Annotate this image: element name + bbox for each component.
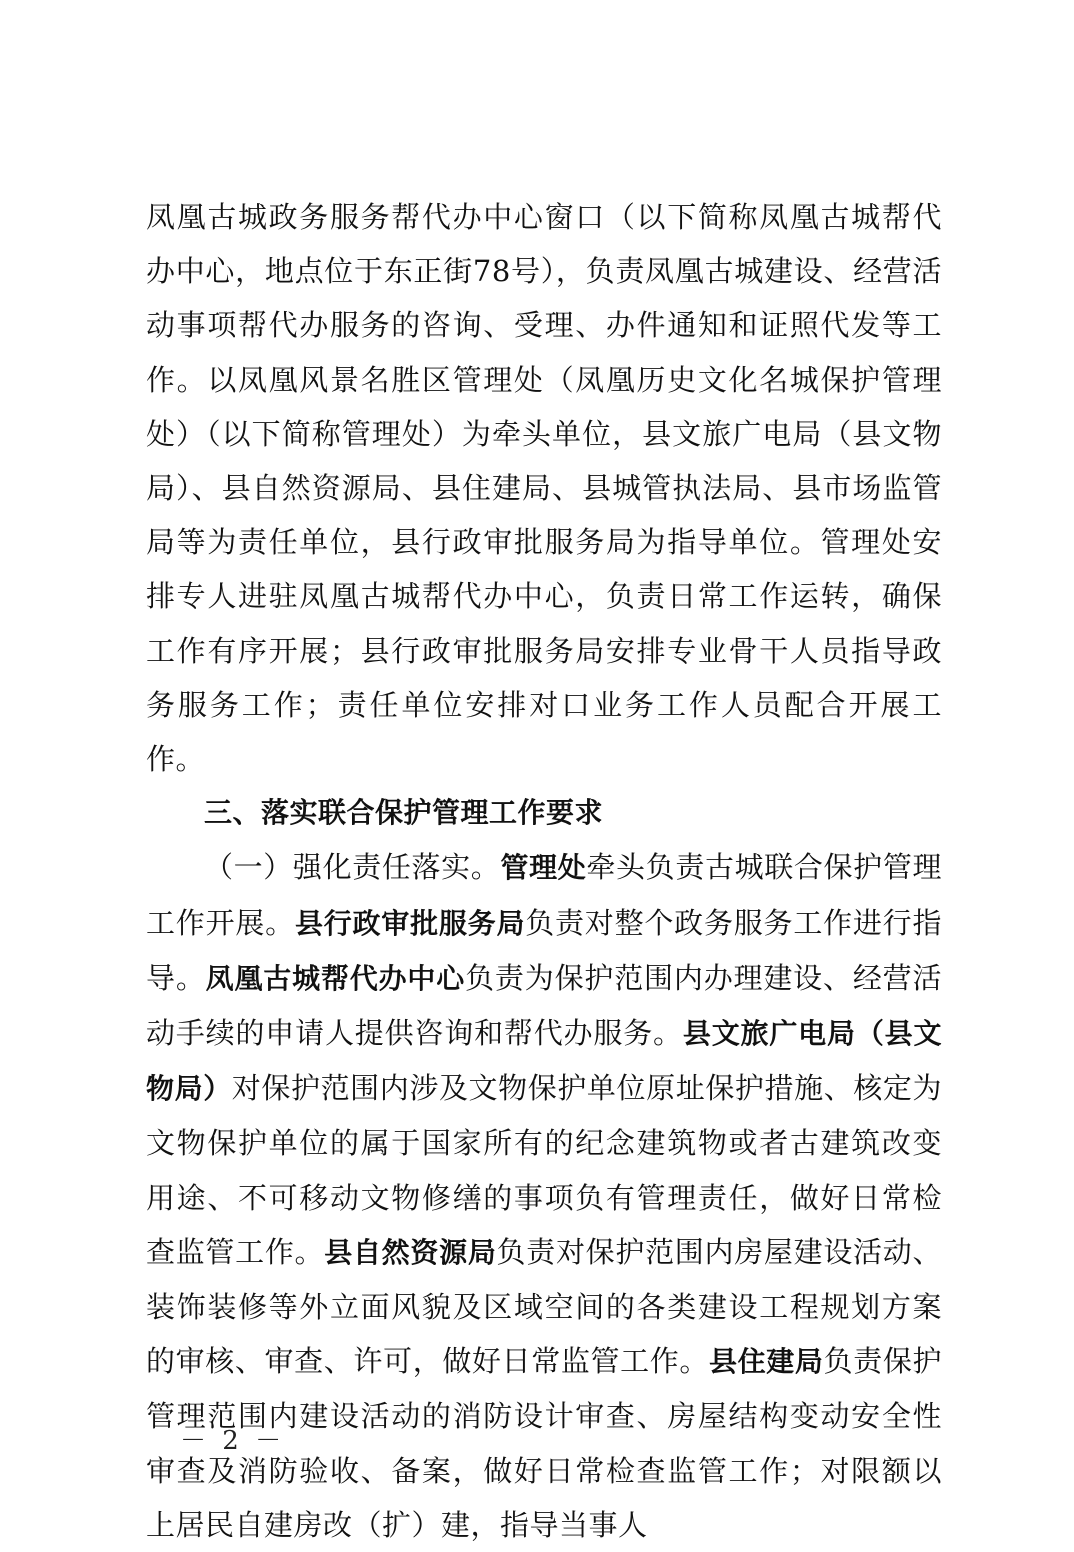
- bold-agency-name: 县行政审批服务局: [294, 906, 526, 940]
- section-heading: 三、落实联合保护管理工作要求: [204, 796, 604, 830]
- bold-agency-name: 县文旅广电局（县文物局）: [146, 1017, 942, 1106]
- document-body: [146, 190, 942, 1552]
- paragraph-text: 对保护范围内涉及文物保护单位原址保护措施、核定为文物保护单位的属于国家所有的纪念建筑物或者古建筑改变用途、不可移动文物修缮的事项负有管理责任，做好日常检查监管工作。: [146, 1071, 942, 1269]
- paragraph-text: （一）强化责任落实。: [204, 850, 501, 885]
- paragraph-text: 负责对保护范围内房屋建设活动、装饰装修等外立面风貌及区域空间的各类建设工程规划方案的审核、审查、许可，做好日常监管工作。: [146, 1234, 942, 1379]
- bold-agency-name: 凤凰古城帮代办中心: [205, 961, 466, 995]
- bold-agency-name: 县住建局: [709, 1345, 824, 1379]
- paragraph-text: 牵头负责古城联合保护管理工作开展。: [146, 850, 942, 940]
- page-number: － 2 －: [180, 1426, 286, 1456]
- paragraph-text: 负责对整个政务服务工作进行指导。: [146, 905, 942, 995]
- bold-agency-name: 管理处: [500, 851, 587, 885]
- body-paragraph: 凤凰古城政务服务帮代办中心窗口（以下简称凤凰古城帮代办中心，地点位于东正街78号），负责凤凰古城建设、经营活动事项帮代办服务的咨询、受理、办件通知和证照代发等工作。以凤凰风景名胜区管理处（凤凰历史文化名城保护管理处）（以下简称管理处）为牵头单位，县文旅广电局（县文物局）、县自然资源局、县住建局、县城管执法局、县市场监管局等为责任单位，县行政审批服务局为指导单位。管理处安排专人进驻凤凰古城帮代办中心，负责日常工作运转，确保工作有序开展；县行政审批服务局安排专业骨干人员指导政务服务工作；责任单位安排对口业务工作人员配合开展工作。: [146, 200, 942, 777]
- paragraph-text: 负责为保护范围内办理建设、经营活动手续的申请人提供咨询和帮代办服务。: [146, 960, 942, 1051]
- paragraph-text: 负责保护管理范围内建设活动的消防设计审查、房屋结构变动安全性审查及消防验收、备案，做好日常检查监管工作；对限额以上居民自建房改（扩）建，指导当事人: [146, 1344, 942, 1542]
- bold-agency-name: 县自然资源局: [324, 1235, 497, 1269]
